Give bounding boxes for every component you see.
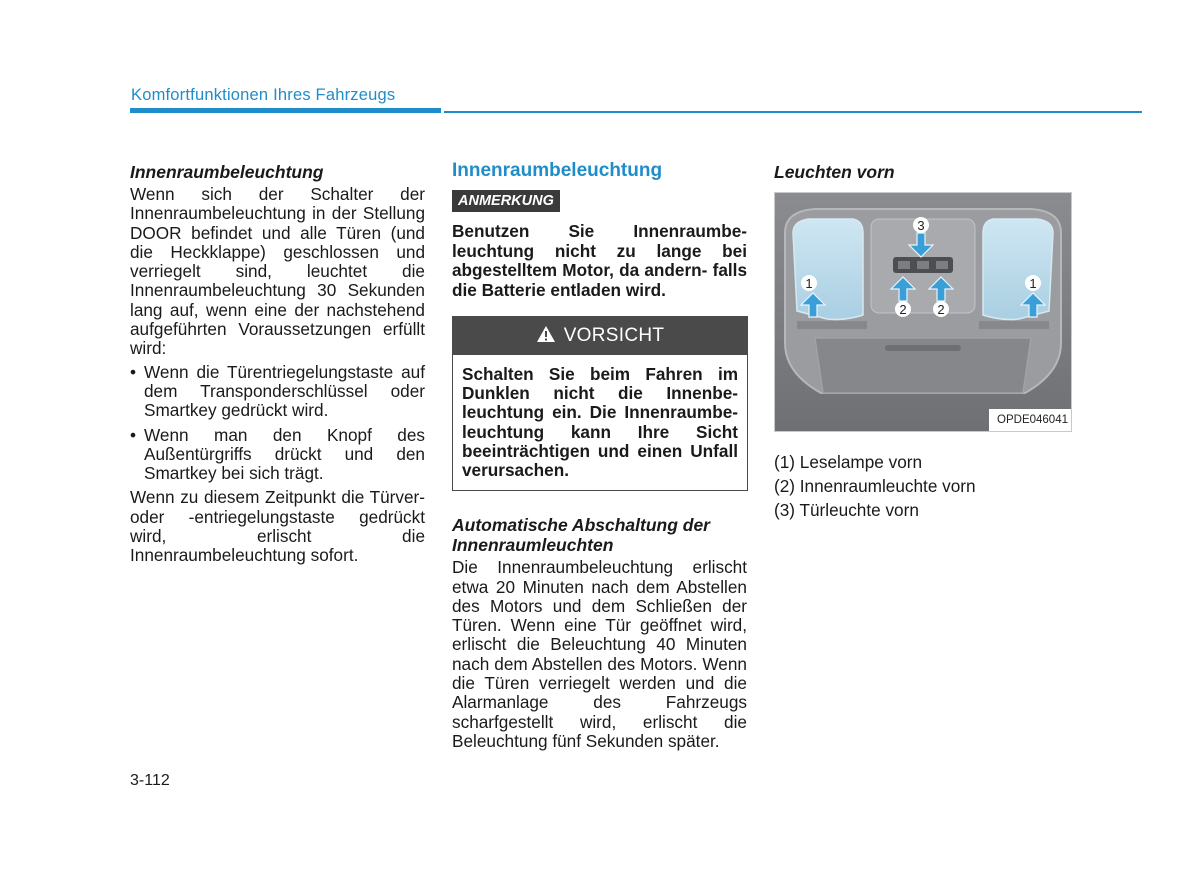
column-middle xyxy=(452,160,747,751)
figure-heading: Leuchten vorn xyxy=(774,162,895,182)
figure-label: 1 xyxy=(805,276,813,291)
note-badge: ANMERKUNG xyxy=(452,190,560,212)
caution-text: Schalten Sie beim Fahren im Dunklen nicht die Innenbe- leuchtung ein. Die Innenraumbe- leuchtung kann Ihre Sicht beeinträchtigen und einen Unfall verursachen. xyxy=(462,364,738,481)
subsection-paragraph: Die Innenraumbeleuchtung erlischt etwa 20 Minuten nach dem Abstellen des Motors und dem Schließen der Türen. Wenn eine Tür geöffnet wird, erlischt die Beleuchtung 40 Minuten nach dem Abstellen des Motors. Wenn die Türen verriegelt werden und die Alarmanlage des Fahrzeugs scharfgestellt wird, erlischt die Beleuchtung fünf Sekunden später. xyxy=(452,557,747,751)
header-rule xyxy=(444,111,1142,113)
section-heading-blue: Innenraumbeleuchtung xyxy=(452,160,663,181)
figure-label: 2 xyxy=(899,302,907,317)
figure-captions xyxy=(774,450,1070,522)
overhead-console-illustration xyxy=(774,192,1072,432)
section-heading: Innenraumbeleuchtung xyxy=(130,162,324,182)
caution-header xyxy=(453,317,747,355)
warning-triangle-icon xyxy=(536,325,556,347)
caution-title: VORSICHT xyxy=(563,325,665,347)
header-accent-bar xyxy=(130,108,441,113)
column-left xyxy=(130,160,425,566)
console-drawing xyxy=(775,193,1071,431)
caption-item: (1) Leselampe vorn xyxy=(774,452,923,472)
note-text: Benutzen Sie Innenraumbe- leuchtung nicht zu lange bei abgestelltem Motor, da andern- falls die Batterie entladen wird. xyxy=(452,221,747,300)
figure-code: OPDE046041 xyxy=(989,409,1071,431)
figure-label: 2 xyxy=(937,302,945,317)
condition-list xyxy=(130,363,425,484)
outro-paragraph: Wenn zu diesem Zeitpunkt die Türver- oder -entriegelungstaste gedrückt wird, erlischt die Innenraumbeleuchtung sofort. xyxy=(130,487,425,566)
caption-item: (3) Türleuchte vorn xyxy=(774,500,919,520)
section-header-title: Komfortfunktionen Ihres Fahrzeugs xyxy=(131,86,396,104)
intro-paragraph: Wenn sich der Schalter der Innenraumbeleuchtung in der Stellung DOOR befindet und alle Türen (und die Heckklappe) geschlossen und verriegelt sind, leuchtet die Innenraumbeleuchtung 30 Sekunden lang auf, wenn eine der nachstehend aufgeführten Voraussetzungen erfüllt wird: xyxy=(130,184,425,359)
list-item: • Wenn die Türentriegelungstaste auf dem Transponderschlüssel oder Smartkey gedrückt wird. xyxy=(130,363,425,421)
caution-box xyxy=(452,316,748,491)
subsection-heading: Automatische Abschaltung der Innenraumleuchten xyxy=(452,515,710,556)
column-right xyxy=(774,160,1070,522)
figure-label: 1 xyxy=(1029,276,1037,291)
figure-label: 3 xyxy=(917,218,925,233)
list-item: • Wenn man den Knopf des Außentürgriffs drückt und den Smartkey bei sich trägt. xyxy=(130,426,425,484)
page-number: 3-112 xyxy=(130,772,170,789)
caption-item: (2) Innenraumleuchte vorn xyxy=(774,476,976,496)
